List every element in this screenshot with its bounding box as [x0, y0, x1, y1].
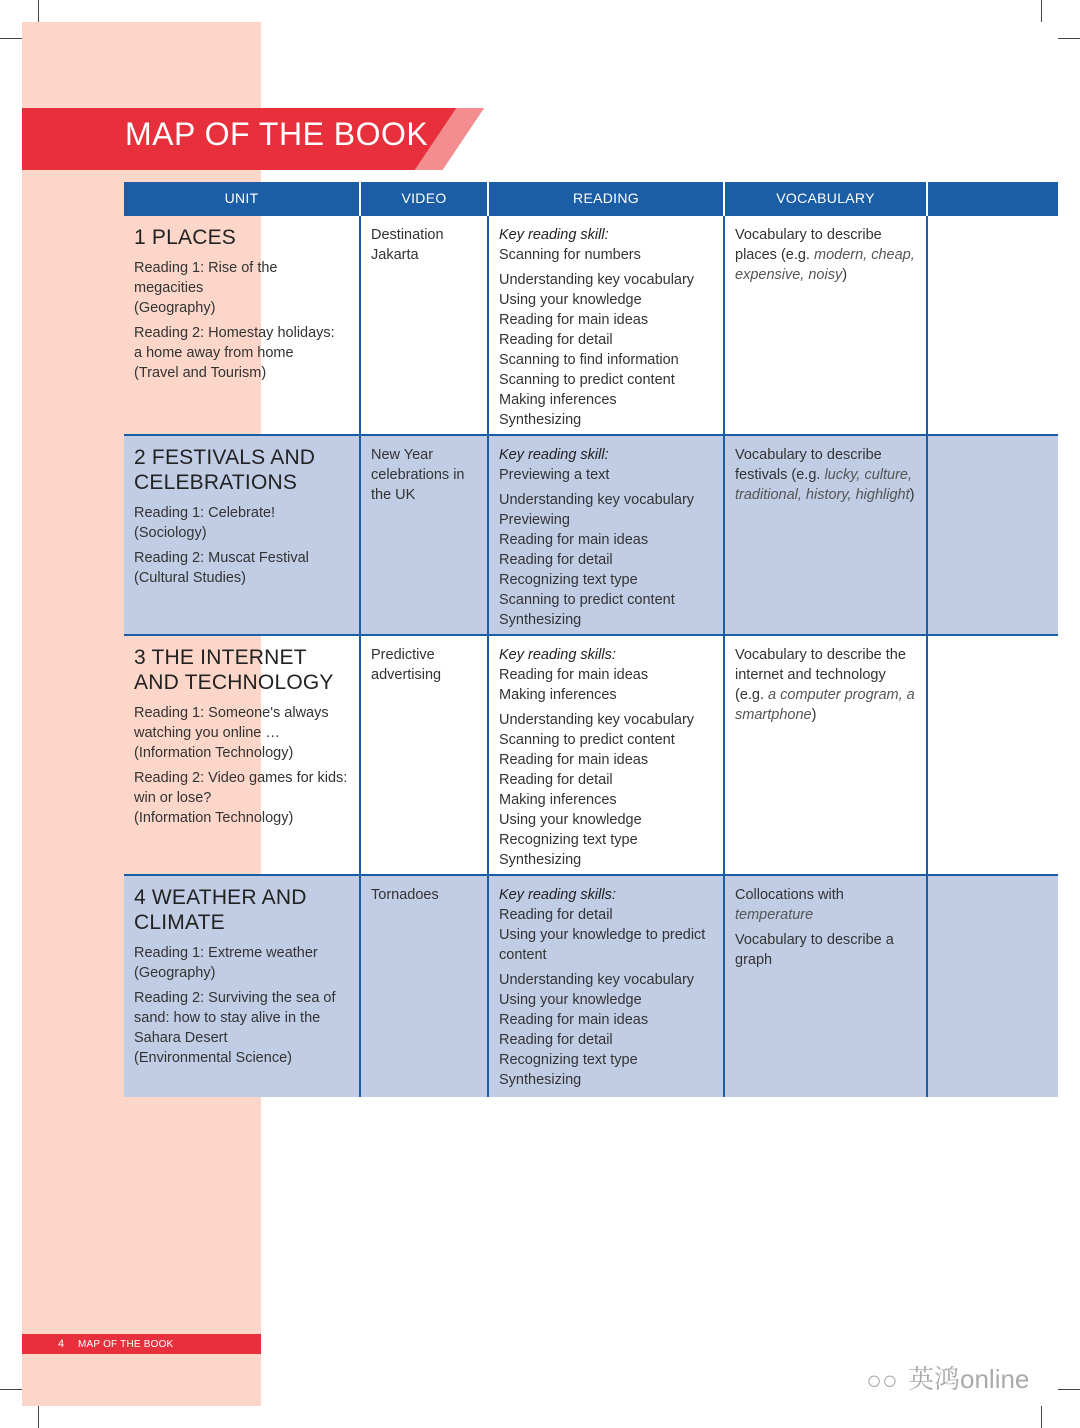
- skill-list: [499, 270, 713, 430]
- unit-cell: [124, 875, 360, 1097]
- vocabulary-entry: [735, 930, 916, 970]
- key-skill-label: Key reading skill:: [499, 447, 609, 463]
- extra-cell: [927, 435, 1058, 635]
- video-cell: [360, 435, 488, 635]
- skill-item: Reading for main ideas: [499, 312, 649, 328]
- vocabulary-entry: [735, 885, 916, 925]
- wechat-icon: ○○: [866, 1365, 898, 1395]
- skill-item: Understanding key vocabulary: [499, 972, 695, 988]
- skill-item: Reading for detail: [499, 772, 613, 788]
- unit-cell: [124, 215, 360, 435]
- table-row: [124, 875, 1058, 1097]
- key-skill-item: Reading for main ideas: [499, 667, 649, 683]
- video-cell: [360, 215, 488, 435]
- reading-cell: [488, 875, 724, 1097]
- unit-reading: Reading 1: Someone's always watching you online … (Information Technology): [134, 705, 329, 761]
- skill-item: Reading for main ideas: [499, 752, 649, 768]
- vocabulary-example: a computer program, a smartphone: [735, 687, 915, 723]
- table-body: [124, 215, 1058, 1097]
- video-cell: [360, 875, 488, 1097]
- page-title: MAP OF THE BOOK: [125, 116, 429, 152]
- key-skill-item: Using your knowledge to predict content: [499, 927, 706, 963]
- skill-item: Recognizing text type: [499, 1052, 638, 1068]
- vocabulary-text: ): [842, 267, 848, 283]
- skill-item: Reading for main ideas: [499, 1012, 649, 1028]
- video-title: Predictive advertising: [371, 647, 442, 683]
- skill-item: Reading for detail: [499, 552, 613, 568]
- unit-title: 4 WEATHER AND CLIMATE: [134, 886, 307, 934]
- skill-item: Synthesizing: [499, 612, 582, 628]
- skill-item: Previewing: [499, 512, 570, 528]
- crop-mark: [38, 1406, 39, 1428]
- column-header-extra: [927, 182, 1058, 215]
- vocabulary-cell: [724, 435, 927, 635]
- key-skill-label: Key reading skills:: [499, 887, 616, 903]
- unit-reading: Reading 2: Muscat Festival (Cultural Studies): [134, 550, 309, 586]
- vocabulary-text: ): [811, 707, 817, 723]
- column-header-video: VIDEO: [360, 182, 488, 215]
- vocabulary-entry: [735, 225, 916, 285]
- header-row: [124, 182, 1058, 215]
- unit-reading: Reading 1: Extreme weather (Geography): [134, 945, 318, 981]
- watermark: [862, 1362, 1062, 1398]
- vocabulary-cell: [724, 635, 927, 875]
- vocabulary-cell: [724, 215, 927, 435]
- skill-item: Using your knowledge: [499, 992, 642, 1008]
- video-cell: [360, 635, 488, 875]
- vocabulary-text: Vocabulary to describe festivals (e.g.: [735, 447, 882, 483]
- crop-mark: [1041, 1406, 1042, 1428]
- skill-item: Making inferences: [499, 392, 617, 408]
- unit-cell: [124, 635, 360, 875]
- key-skill-item: Previewing a text: [499, 467, 610, 483]
- extra-cell: [927, 215, 1058, 435]
- unit-title: 2 FESTIVALS AND CELEBRATIONS: [134, 446, 316, 494]
- table-row: [124, 635, 1058, 875]
- skill-item: Reading for detail: [499, 1032, 613, 1048]
- skill-item: Recognizing text type: [499, 832, 638, 848]
- table-row: [124, 215, 1058, 435]
- unit-reading: Reading 2: Homestay holidays: a home away from home (Travel and Tourism): [134, 325, 335, 381]
- skill-item: Using your knowledge: [499, 292, 642, 308]
- video-title: New Year celebrations in the UK: [371, 447, 465, 503]
- vocabulary-text: Vocabulary to describe places (e.g.: [735, 227, 882, 263]
- crop-mark: [0, 38, 22, 39]
- skill-item: Scanning to predict content: [499, 592, 675, 608]
- crop-mark: [1058, 38, 1080, 39]
- unit-reading: Reading 2: Video games for kids: win or lose? (Information Technology): [134, 770, 348, 826]
- extra-cell: [927, 635, 1058, 875]
- crop-mark: [1041, 0, 1042, 22]
- key-skill-label: Key reading skill:: [499, 227, 609, 243]
- crop-mark: [0, 1389, 22, 1390]
- skill-item: Scanning to find information: [499, 352, 679, 368]
- map-table: [124, 182, 1058, 1097]
- skill-item: Understanding key vocabulary: [499, 272, 695, 288]
- reading-cell: [488, 435, 724, 635]
- column-header-unit: UNIT: [124, 182, 360, 215]
- vocabulary-text: Vocabulary to describe the internet and technology (e.g.: [735, 647, 906, 703]
- skill-item: Understanding key vocabulary: [499, 492, 695, 508]
- column-header-reading: READING: [488, 182, 724, 215]
- extra-cell: [927, 875, 1058, 1097]
- reading-cell: [488, 215, 724, 435]
- table-row: [124, 435, 1058, 635]
- vocabulary-text: Collocations with: [735, 887, 844, 903]
- vocabulary-text: Vocabulary to describe a graph: [735, 932, 894, 968]
- vocabulary-entry: [735, 445, 916, 505]
- watermark-text: 英鸿online: [908, 1364, 1030, 1394]
- vocabulary-example: modern, cheap, expensive, noisy: [735, 247, 915, 283]
- page-number: 4: [58, 1338, 65, 1350]
- unit-title: 3 THE INTERNET AND TECHNOLOGY: [134, 646, 334, 694]
- skill-item: Synthesizing: [499, 412, 582, 428]
- skill-item: Synthesizing: [499, 1072, 582, 1088]
- skill-item: Making inferences: [499, 792, 617, 808]
- unit-reading: Reading 1: Rise of the megacities (Geography): [134, 260, 278, 316]
- key-skill-item: Reading for detail: [499, 907, 613, 923]
- video-title: Destination Jakarta: [371, 227, 444, 263]
- vocabulary-example: temperature: [735, 907, 814, 923]
- skill-list: [499, 970, 713, 1090]
- skill-item: Synthesizing: [499, 852, 582, 868]
- reading-cell: [488, 635, 724, 875]
- skill-list: [499, 490, 713, 630]
- skill-item: Recognizing text type: [499, 572, 638, 588]
- unit-cell: [124, 435, 360, 635]
- crop-mark: [38, 0, 39, 22]
- skill-item: Reading for detail: [499, 332, 613, 348]
- skill-item: Scanning to predict content: [499, 732, 675, 748]
- unit-reading: Reading 1: Celebrate! (Sociology): [134, 505, 276, 541]
- skill-item: Reading for main ideas: [499, 532, 649, 548]
- skill-item: Using your knowledge: [499, 812, 642, 828]
- unit-reading: Reading 2: Surviving the sea of sand: how to stay alive in the Sahara Desert (Environmental Science): [134, 990, 336, 1066]
- skill-item: Scanning to predict content: [499, 372, 675, 388]
- key-skill-label: Key reading skills:: [499, 647, 616, 663]
- key-skill-item: Making inferences: [499, 687, 617, 703]
- vocabulary-cell: [724, 875, 927, 1097]
- vocabulary-entry: [735, 645, 916, 725]
- skill-list: [499, 710, 713, 870]
- footer-label: MAP OF THE BOOK: [78, 1339, 174, 1350]
- vocabulary-text: ): [909, 487, 915, 503]
- unit-title: 1 PLACES: [134, 226, 236, 249]
- skill-item: Understanding key vocabulary: [499, 712, 695, 728]
- key-skill-item: Scanning for numbers: [499, 247, 641, 263]
- column-header-vocabulary: VOCABULARY: [724, 182, 927, 215]
- video-title: Tornadoes: [371, 887, 439, 903]
- vocabulary-example: lucky, culture, traditional, history, highlight: [735, 467, 913, 503]
